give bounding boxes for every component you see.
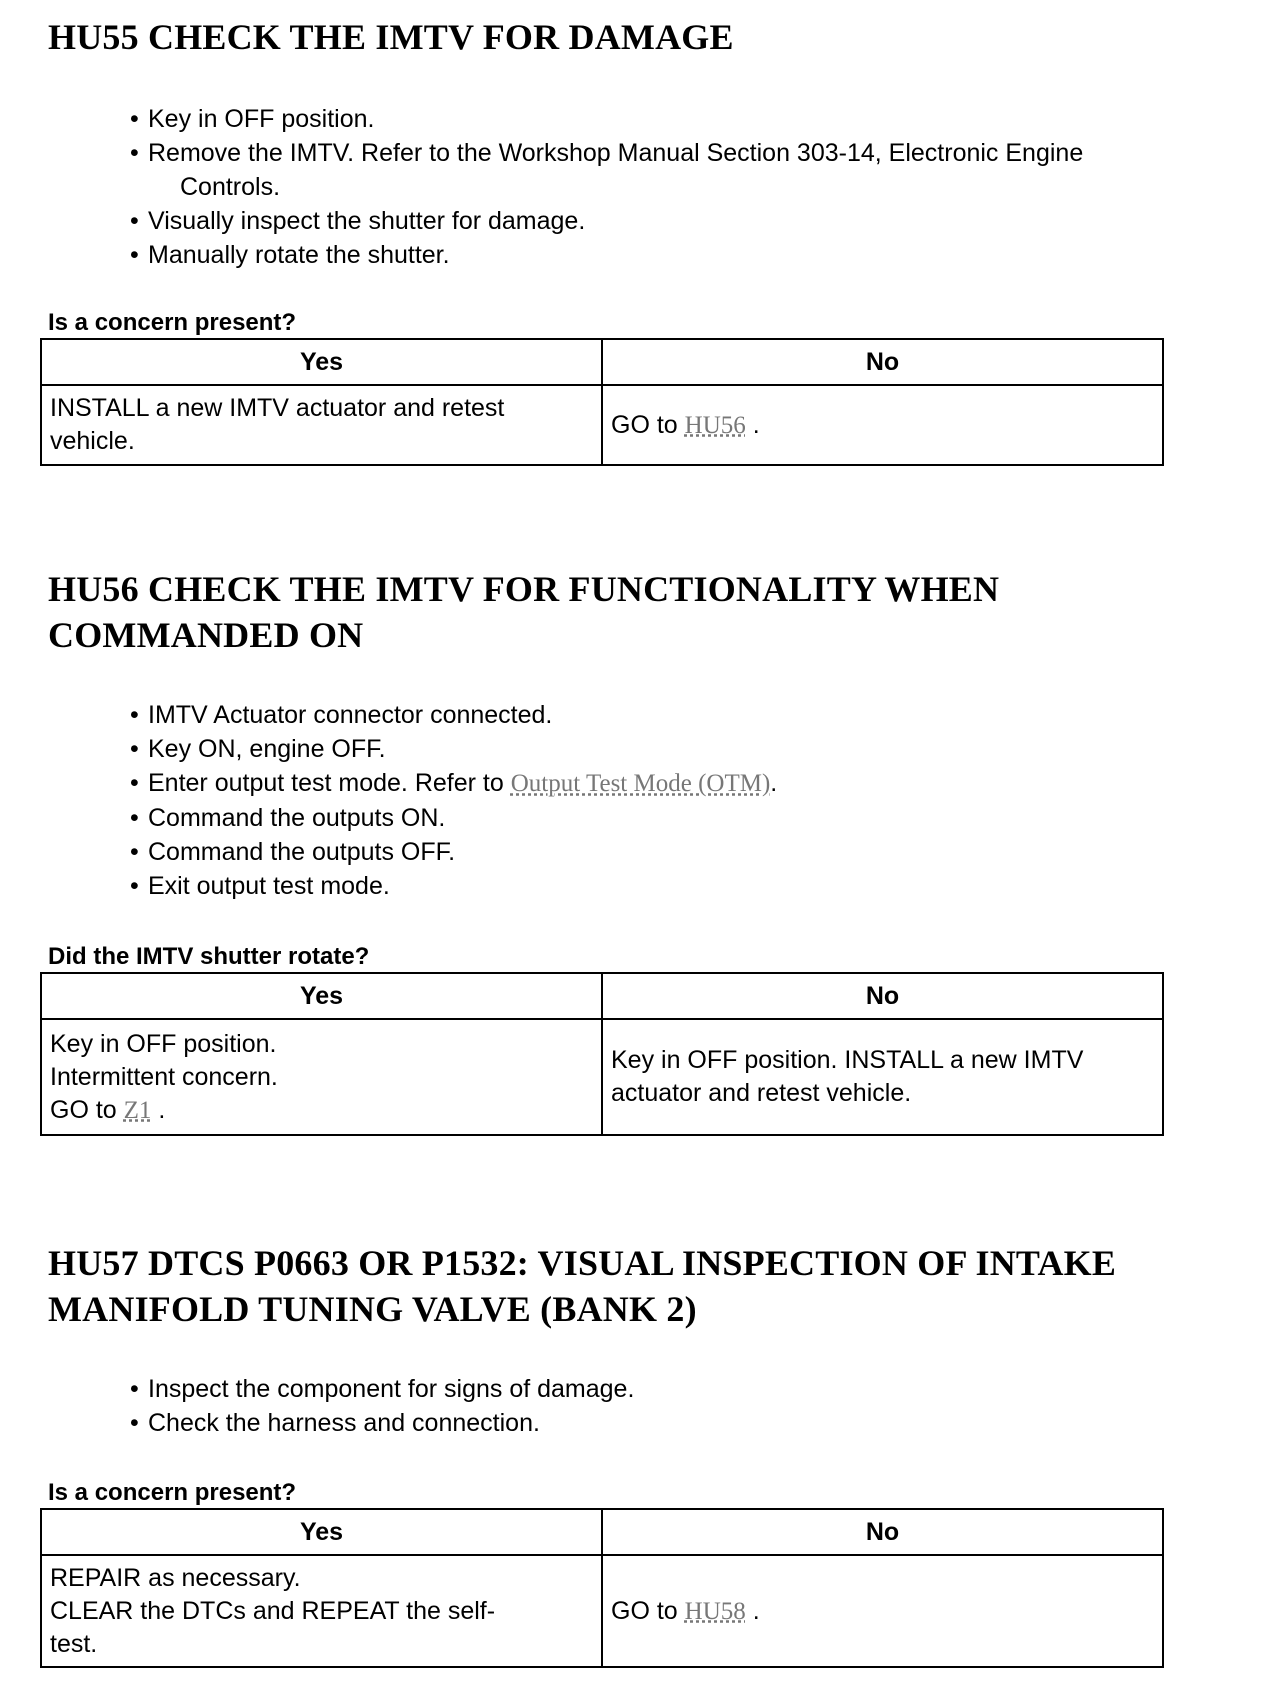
heading-line: HU56 CHECK THE IMTV FOR FUNCTIONALITY WHEN bbox=[48, 569, 1000, 609]
step-item bbox=[130, 1372, 1230, 1406]
answer-table bbox=[40, 972, 1164, 1136]
step-list bbox=[130, 1372, 1230, 1440]
bullet-icon: • bbox=[130, 735, 139, 763]
z1-link[interactable]: Z1 bbox=[123, 1096, 152, 1124]
step-item bbox=[130, 238, 1230, 272]
step-item bbox=[130, 732, 1230, 766]
question-text: Is a concern present? bbox=[48, 1479, 297, 1506]
bullet-icon: • bbox=[130, 701, 139, 729]
step-item bbox=[130, 801, 1230, 835]
heading-line: HU55 CHECK THE IMTV FOR DAMAGE bbox=[48, 17, 734, 57]
step-item bbox=[130, 102, 1230, 136]
step-text: Key ON, engine OFF. bbox=[148, 735, 386, 763]
question-text: Is a concern present? bbox=[48, 309, 297, 336]
step-text: Check the harness and connection. bbox=[148, 1409, 540, 1437]
bullet-icon: • bbox=[130, 838, 139, 866]
period: . bbox=[752, 1596, 760, 1625]
yes-line: CLEAR the DTCs and REPEAT the self- bbox=[50, 1596, 496, 1625]
heading-line: COMMANDED ON bbox=[48, 615, 364, 655]
step-item bbox=[130, 869, 1230, 903]
no-cell bbox=[602, 1019, 1163, 1135]
step-item bbox=[130, 835, 1230, 869]
section-heading bbox=[48, 14, 1228, 60]
no-line: actuator and retest vehicle. bbox=[611, 1079, 912, 1107]
step-item bbox=[130, 204, 1230, 238]
go-to-label: GO to bbox=[50, 1095, 117, 1124]
yes-line: Intermittent concern. bbox=[50, 1062, 278, 1091]
step-text: Command the outputs ON. bbox=[148, 804, 446, 832]
step-text: Manually rotate the shutter. bbox=[148, 241, 450, 269]
step-text: Enter output test mode. Refer to bbox=[148, 769, 504, 797]
step-text: Visually inspect the shutter for damage. bbox=[148, 207, 586, 235]
go-to-label: GO to bbox=[611, 410, 678, 439]
step-list bbox=[130, 698, 1230, 903]
step-item bbox=[130, 698, 1230, 732]
step-list bbox=[130, 102, 1230, 272]
step-continuation: Controls. bbox=[180, 173, 281, 201]
step-text: Command the outputs OFF. bbox=[148, 838, 456, 866]
no-line: Key in OFF position. INSTALL a new IMTV bbox=[611, 1046, 1084, 1074]
section-heading bbox=[48, 566, 1228, 658]
step-text: Key in OFF position. bbox=[148, 105, 375, 133]
period: . bbox=[158, 1095, 166, 1124]
yes-cell bbox=[41, 385, 602, 465]
step-text: Inspect the component for signs of damage. bbox=[148, 1375, 635, 1403]
section-hu55 bbox=[48, 14, 1228, 60]
yes-cell bbox=[41, 1555, 602, 1667]
no-cell bbox=[602, 1555, 1163, 1667]
bullet-icon: • bbox=[130, 804, 139, 832]
yes-go-line bbox=[50, 1094, 593, 1127]
bullet-icon: • bbox=[130, 872, 139, 900]
step-text: IMTV Actuator connector connected. bbox=[148, 701, 553, 729]
bullet-icon: • bbox=[130, 207, 139, 235]
yes-line: test. bbox=[50, 1629, 98, 1658]
yes-line: vehicle. bbox=[50, 427, 135, 455]
section-hu57 bbox=[48, 1240, 1228, 1332]
hu58-link[interactable]: HU58 bbox=[684, 1597, 746, 1625]
step-text: Remove the IMTV. Refer to the Workshop Manual Section 303-14, Electronic Engine bbox=[148, 139, 1084, 167]
heading-line: HU57 DTCS P0663 OR P1532: VISUAL INSPECTION OF INTAKE bbox=[48, 1243, 1117, 1283]
no-header: No bbox=[602, 973, 1163, 1019]
hu56-link[interactable]: HU56 bbox=[684, 411, 746, 439]
otm-link[interactable]: Output Test Mode (OTM) bbox=[510, 770, 771, 797]
yes-line: INSTALL a new IMTV actuator and retest bbox=[50, 394, 505, 422]
period: . bbox=[752, 410, 760, 439]
go-to-label: GO to bbox=[611, 1596, 678, 1625]
yes-header: Yes bbox=[41, 973, 602, 1019]
bullet-icon: • bbox=[130, 139, 139, 167]
step-item bbox=[130, 766, 1230, 801]
bullet-icon: • bbox=[130, 1375, 139, 1403]
no-header: No bbox=[602, 1509, 1163, 1555]
heading-line: MANIFOLD TUNING VALVE (BANK 2) bbox=[48, 1289, 697, 1329]
bullet-icon: • bbox=[130, 1409, 139, 1437]
question-text: Did the IMTV shutter rotate? bbox=[48, 943, 370, 970]
no-header: No bbox=[602, 339, 1163, 385]
yes-header: Yes bbox=[41, 1509, 602, 1555]
section-heading bbox=[48, 1240, 1228, 1332]
yes-line: Key in OFF position. bbox=[50, 1029, 277, 1058]
step-item bbox=[130, 1406, 1230, 1440]
step-text: Exit output test mode. bbox=[148, 872, 390, 900]
bullet-icon: • bbox=[130, 769, 139, 797]
section-hu56 bbox=[48, 566, 1228, 658]
period: . bbox=[770, 769, 778, 797]
yes-header: Yes bbox=[41, 339, 602, 385]
no-cell bbox=[602, 385, 1163, 465]
yes-cell bbox=[41, 1019, 602, 1135]
answer-table bbox=[40, 338, 1164, 466]
bullet-icon: • bbox=[130, 241, 139, 269]
yes-line: REPAIR as necessary. bbox=[50, 1563, 301, 1592]
step-item bbox=[130, 136, 1230, 204]
answer-table bbox=[40, 1508, 1164, 1668]
bullet-icon: • bbox=[130, 105, 139, 133]
